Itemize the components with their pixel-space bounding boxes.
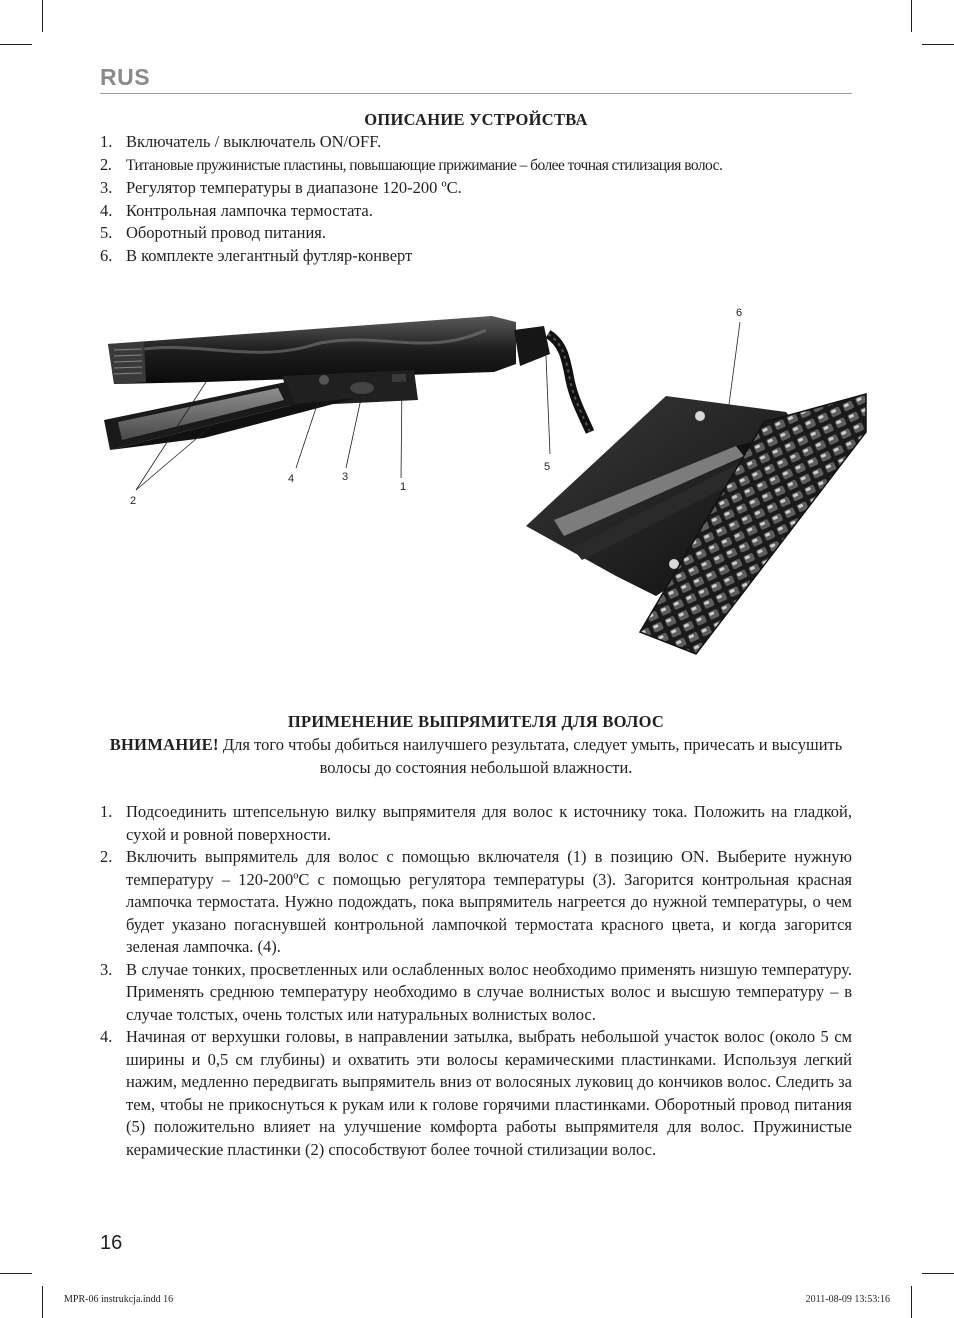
list-item: [100, 222, 852, 245]
list-text: Начиная от верхушки головы, в направлении затылка, выбрать небольшой участок волос (около 5 см ширины и 0,5 см глубины) и охватить эти волосы керамическими пластинками. Используя легкий нажим, медленно передвигать выпрямитель вниз от волосяных луковиц до кончиков волос. Следить за тем, чтобы не прикоснуться к рукам или к голове горячими пластинками. Оборотный провод питания (5) положительно влияет на улучшение комфорта работы выпрямителя для волос. Пружинистые керамические пластинки (2) способствуют более точной стилизации волос.: [126, 1027, 852, 1159]
list-number: 4.: [100, 200, 113, 220]
list-number: 1.: [100, 802, 113, 821]
callout-label-4: 4: [288, 473, 295, 485]
list-text: В комплекте элегантный футляр-конверт: [126, 245, 413, 265]
header-rule: [100, 93, 852, 94]
list-number: 1.: [100, 132, 113, 151]
language-label: RUS: [100, 64, 151, 90]
callout-label-1: 1: [400, 481, 407, 493]
list-text: Регулятор температуры в диапазоне 120-200 ºC.: [126, 178, 462, 197]
device-parts-list: [100, 131, 852, 267]
attention-note: [100, 734, 852, 779]
page-number: 16: [100, 1232, 123, 1254]
hair-straightener: [104, 316, 590, 450]
product-illustration: [96, 300, 876, 670]
crop-mark: [42, 0, 43, 32]
crop-mark: [42, 1286, 43, 1318]
list-number: 5.: [100, 223, 113, 242]
list-item: [100, 177, 852, 200]
case-envelope: [526, 394, 866, 654]
footer-timestamp: 2011-08-09 13:53:16: [805, 1294, 890, 1305]
list-item: [100, 846, 852, 959]
footer-filename: MPR-06 instrukcja.indd 16: [64, 1294, 174, 1305]
section-title-usage: ПРИМЕНЕНИЕ ВЫПРЯМИТЕЛЯ ДЛЯ ВОЛОС: [287, 712, 665, 731]
list-number: 3.: [100, 178, 113, 197]
list-text: Титановые пружинистые пластины, повышающие прижимание – более точная стилизация волос.: [126, 156, 723, 174]
crop-mark: [922, 44, 954, 45]
callout-label-5: 5: [544, 461, 551, 473]
list-text: Контрольная лампочка термостата.: [126, 200, 373, 220]
list-item: [100, 245, 852, 268]
section-title-description: ОПИСАНИЕ УСТРОЙСТВА: [364, 110, 588, 129]
list-text: Включить выпрямитель для волос с помощью включателя (1) в позицию ON. Выберите нужную температуру – 120-200ºC с помощью регулятора температуры (3). Загорится контрольная красная лампочка термостата. Нужно подождать, пока выпрямитель нагреется до нужной температуры, о чем будет указано погаснувшей контрольной лампочкой термостата красного цвета, и когда загорится зеленая лампочка. (4).: [126, 847, 852, 956]
list-text: В случае тонких, просветленных или ослабленных волос необходимо применять низшую температуру. Применять среднюю температуру необходимо в случае волнистых волос и высшую температуру – в случае толстых, очень толстых или натуральных волнистых волос.: [126, 959, 852, 1024]
list-item: [100, 154, 852, 178]
crop-mark: [0, 44, 32, 45]
usage-steps-list: [100, 801, 852, 1161]
list-item: [100, 131, 852, 154]
crop-mark: [911, 0, 912, 32]
callout-label-3: 3: [342, 471, 349, 483]
list-item: [100, 1026, 852, 1161]
list-text: Подсоединить штепсельную вилку выпрямителя для волос к источнику тока. Положить на гладкой, сухой и ровной поверхности.: [126, 802, 852, 844]
attention-text: Для того чтобы добиться наилучшего результата, следует умыть, причесать и высушить волосы до состояния небольшой влажности.: [218, 735, 843, 777]
crop-mark: [922, 1273, 954, 1274]
list-text: Включатель / выключатель ON/OFF.: [126, 132, 382, 151]
list-item: [100, 200, 852, 223]
list-number: 2.: [100, 154, 112, 174]
crop-mark: [0, 1273, 32, 1274]
list-item: [100, 959, 852, 1027]
callout-label-6: 6: [736, 307, 743, 319]
list-text: Оборотный провод питания.: [126, 223, 326, 242]
list-number: 3.: [100, 959, 113, 979]
list-number: 6.: [100, 245, 113, 265]
attention-label: ВНИМАНИЕ!: [109, 735, 219, 754]
crop-mark: [911, 1286, 912, 1318]
list-number: 4.: [100, 1027, 113, 1046]
callout-label-2: 2: [130, 495, 137, 507]
list-number: 2.: [100, 847, 113, 866]
list-item: [100, 801, 852, 846]
